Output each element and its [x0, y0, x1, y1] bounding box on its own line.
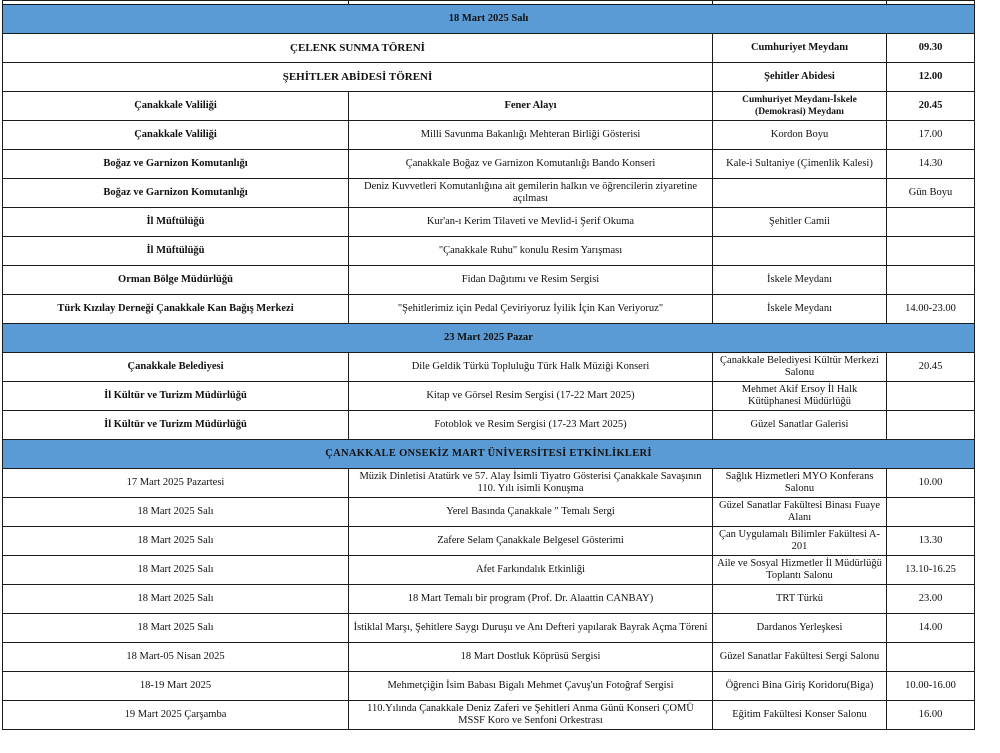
place-cell: Eğitim Fakültesi Konser Salonu — [713, 701, 887, 730]
events-table — [2, 0, 975, 730]
section-header-18-mart — [3, 5, 975, 34]
table-row — [3, 411, 975, 440]
table-row — [3, 179, 975, 208]
time-cell: 20.45 — [887, 92, 975, 121]
place-cell: Kordon Boyu — [713, 121, 887, 150]
event-cell: Fotoblok ve Resim Sergisi (17-23 Mart 2025) — [349, 411, 713, 440]
event-cell: Kitap ve Görsel Resim Sergisi (17-22 Mart 2025) — [349, 382, 713, 411]
time-cell: 20.45 — [887, 353, 975, 382]
ceremony-name: ŞEHİTLER ABİDESİ TÖRENİ — [3, 63, 713, 92]
place-cell: İskele Meydanı — [713, 295, 887, 324]
organizer-cell: Türk Kızılay Derneği Çanakkale Kan Bağış Merkezi — [3, 295, 349, 324]
section-title: ÇANAKKALE ONSEKİZ MART ÜNİVERSİTESİ ETKİNLİKLERİ — [3, 440, 975, 469]
time-cell: Gün Boyu — [887, 179, 975, 208]
table-row — [3, 295, 975, 324]
organizer-cell: Çanakkale Valiliği — [3, 121, 349, 150]
table-row — [3, 469, 975, 498]
ceremony-place: Cumhuriyet Meydanı — [713, 34, 887, 63]
table-row — [3, 556, 975, 585]
table-row — [3, 643, 975, 672]
event-cell: Fidan Dağıtımı ve Resim Sergisi — [349, 266, 713, 295]
time-cell: 13.10-16.25 — [887, 556, 975, 585]
place-cell: Kale-i Sultaniye (Çimenlik Kalesi) — [713, 150, 887, 179]
time-cell — [887, 411, 975, 440]
table-row — [3, 150, 975, 179]
place-cell: TRT Türkü — [713, 585, 887, 614]
time-cell: 14.00 — [887, 614, 975, 643]
place-cell: Cumhuriyet Meydanı-İskele (Demokrasi) Meydanı — [713, 92, 887, 121]
event-cell: Fener Alayı — [349, 92, 713, 121]
organizer-cell: İl Müftülüğü — [3, 237, 349, 266]
time-cell: 14.30 — [887, 150, 975, 179]
event-cell: Deniz Kuvvetleri Komutanlığına ait gemilerin halkın ve öğrencilerin ziyaretine açılması — [349, 179, 713, 208]
date-cell: 18 Mart-05 Nisan 2025 — [3, 643, 349, 672]
event-cell: Mehmetçiğin İsim Babası Bigalı Mehmet Çavuş'un Fotoğraf Sergisi — [349, 672, 713, 701]
ceremony-place: Şehitler Abidesi — [713, 63, 887, 92]
time-cell — [887, 498, 975, 527]
date-cell: 18 Mart 2025 Salı — [3, 585, 349, 614]
organizer-cell: Boğaz ve Garnizon Komutanlığı — [3, 150, 349, 179]
time-cell: 23.00 — [887, 585, 975, 614]
section-title: 18 Mart 2025 Salı — [3, 5, 975, 34]
event-cell: 18 Mart Temalı bir program (Prof. Dr. Alaattin CANBAY) — [349, 585, 713, 614]
place-cell: Öğrenci Bina Giriş Koridoru(Biga) — [713, 672, 887, 701]
table-row — [3, 672, 975, 701]
time-cell — [887, 643, 975, 672]
table-row — [3, 208, 975, 237]
organizer-cell: Orman Bölge Müdürlüğü — [3, 266, 349, 295]
organizer-cell: İl Müftülüğü — [3, 208, 349, 237]
date-cell: 18 Mart 2025 Salı — [3, 556, 349, 585]
place-cell: Mehmet Akif Ersoy İl Halk Kütüphanesi Müdürlüğü — [713, 382, 887, 411]
place-cell: Güzel Sanatlar Fakültesi Binası Fuaye Alanı — [713, 498, 887, 527]
date-cell: 19 Mart 2025 Çarşamba — [3, 701, 349, 730]
place-cell: Sağlık Hizmetleri MYO Konferans Salonu — [713, 469, 887, 498]
event-cell: İstiklal Marşı, Şehitlere Saygı Duruşu ve Anı Defteri yapılarak Bayrak Açma Töreni — [349, 614, 713, 643]
place-cell: Çanakkale Belediyesi Kültür Merkezi Salonu — [713, 353, 887, 382]
event-cell: 18 Mart Dostluk Köprüsü Sergisi — [349, 643, 713, 672]
table-row — [3, 121, 975, 150]
table-row — [3, 585, 975, 614]
table-row — [3, 382, 975, 411]
place-cell — [713, 237, 887, 266]
date-cell: 18 Mart 2025 Salı — [3, 614, 349, 643]
table-row — [3, 527, 975, 556]
event-cell: Çanakkale Boğaz ve Garnizon Komutanlığı Bando Konseri — [349, 150, 713, 179]
place-cell: Güzel Sanatlar Galerisi — [713, 411, 887, 440]
table-row — [3, 353, 975, 382]
event-cell: "Şehitlerimiz için Pedal Çeviriyoruz İyilik İçin Kan Veriyoruz" — [349, 295, 713, 324]
table-row — [3, 237, 975, 266]
time-cell — [887, 382, 975, 411]
event-cell: Milli Savunma Bakanlığı Mehteran Birliği Gösterisi — [349, 121, 713, 150]
event-cell: Zafere Selam Çanakkale Belgesel Gösterimi — [349, 527, 713, 556]
date-cell: 18 Mart 2025 Salı — [3, 498, 349, 527]
table-row — [3, 266, 975, 295]
event-cell: Kur'an-ı Kerim Tilaveti ve Mevlid-i Şerif Okuma — [349, 208, 713, 237]
table-row — [3, 701, 975, 730]
place-cell: Aile ve Sosyal Hizmetler İl Müdürlüğü Toplantı Salonu — [713, 556, 887, 585]
ceremony-name: ÇELENK SUNMA TÖRENİ — [3, 34, 713, 63]
organizer-cell: İl Kültür ve Turizm Müdürlüğü — [3, 382, 349, 411]
time-cell: 13.30 — [887, 527, 975, 556]
date-cell: 18 Mart 2025 Salı — [3, 527, 349, 556]
table-row — [3, 92, 975, 121]
event-cell: Müzik Dinletisi Atatürk ve 57. Alay İsimli Tiyatro Gösterisi Çanakkale Savaşının 110. Yılı isimli Konuşma — [349, 469, 713, 498]
time-cell — [887, 237, 975, 266]
place-cell: Şehitler Camii — [713, 208, 887, 237]
time-cell: 10.00-16.00 — [887, 672, 975, 701]
event-cell: Yerel Basında Çanakkale " Temalı Sergi — [349, 498, 713, 527]
place-cell: İskele Meydanı — [713, 266, 887, 295]
organizer-cell: Çanakkale Belediyesi — [3, 353, 349, 382]
time-cell: 10.00 — [887, 469, 975, 498]
place-cell — [713, 179, 887, 208]
place-cell: Güzel Sanatlar Fakültesi Sergi Salonu — [713, 643, 887, 672]
time-cell — [887, 266, 975, 295]
organizer-cell: Boğaz ve Garnizon Komutanlığı — [3, 179, 349, 208]
place-cell: Dardanos Yerleşkesi — [713, 614, 887, 643]
organizer-cell: İl Kültür ve Turizm Müdürlüğü — [3, 411, 349, 440]
table-row — [3, 498, 975, 527]
date-cell: 17 Mart 2025 Pazartesi — [3, 469, 349, 498]
place-cell: Çan Uygulamalı Bilimler Fakültesi A-201 — [713, 527, 887, 556]
section-title: 23 Mart 2025 Pazar — [3, 324, 975, 353]
ceremony-row — [3, 34, 975, 63]
ceremony-time: 12.00 — [887, 63, 975, 92]
time-cell: 14.00-23.00 — [887, 295, 975, 324]
time-cell — [887, 208, 975, 237]
time-cell: 16.00 — [887, 701, 975, 730]
event-cell: "Çanakkale Ruhu" konulu Resim Yarışması — [349, 237, 713, 266]
section-header-university — [3, 440, 975, 469]
event-cell: Afet Farkındalık Etkinliği — [349, 556, 713, 585]
time-cell: 17.00 — [887, 121, 975, 150]
date-cell: 18-19 Mart 2025 — [3, 672, 349, 701]
ceremony-row — [3, 63, 975, 92]
event-cell: Dile Geldik Türkü Topluluğu Türk Halk Müziği Konseri — [349, 353, 713, 382]
ceremony-time: 09.30 — [887, 34, 975, 63]
table-row — [3, 614, 975, 643]
event-cell: 110.Yılında Çanakkale Deniz Zaferi ve Şehitleri Anma Günü Konseri ÇOMÜ MSSF Koro ve Senfoni Orkestrası — [349, 701, 713, 730]
organizer-cell: Çanakkale Valiliği — [3, 92, 349, 121]
section-header-23-mart — [3, 324, 975, 353]
events-schedule-sheet — [2, 0, 974, 730]
